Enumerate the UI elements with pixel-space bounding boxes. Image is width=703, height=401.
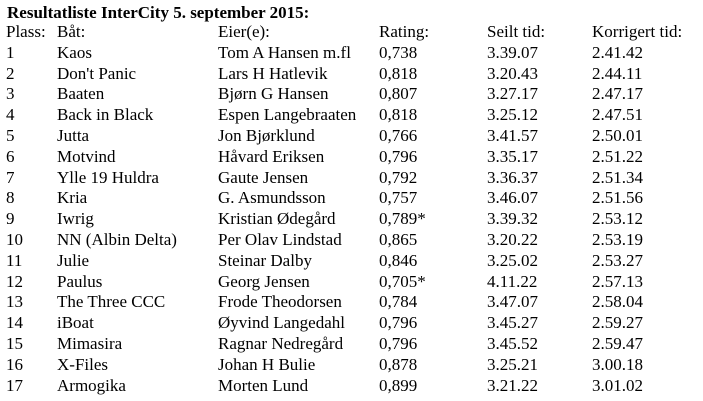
table-row — [0, 355, 703, 376]
cell-plass: 4 — [6, 105, 15, 125]
cell-baat: Paulus — [57, 271, 103, 291]
cell-korrigert-tid: 2.51.56 — [592, 188, 643, 208]
cell-korrigert-tid: 2.51.34 — [592, 167, 643, 187]
cell-korrigert-tid: 2.41.42 — [592, 42, 643, 62]
cell-plass: 14 — [6, 313, 23, 333]
cell-rating: 0,865 — [379, 229, 418, 249]
table-row — [0, 126, 703, 147]
cell-baat: Ylle 19 Huldra — [57, 167, 159, 187]
cell-eier: Steinar Dalby — [218, 250, 312, 270]
cell-eier: Tom A Hansen m.fl — [218, 42, 351, 62]
cell-korrigert-tid: 2.47.17 — [592, 84, 643, 104]
cell-seilt-tid: 3.27.17 — [487, 84, 538, 104]
cell-baat: X-Files — [57, 354, 108, 374]
cell-rating: 0,766 — [379, 125, 418, 145]
table-row — [0, 188, 703, 209]
cell-plass: 12 — [6, 271, 23, 291]
cell-baat: Baaten — [57, 84, 105, 104]
header-eier: Eier(e): — [218, 22, 270, 41]
table-row — [0, 334, 703, 355]
cell-eier: Johan H Bulie — [218, 354, 316, 374]
table-row — [0, 209, 703, 230]
cell-seilt-tid: 3.46.07 — [487, 188, 538, 208]
cell-seilt-tid: 3.36.37 — [487, 167, 538, 187]
cell-plass: 7 — [6, 167, 15, 187]
cell-korrigert-tid: 2.53.27 — [592, 250, 643, 270]
cell-rating: 0,789* — [379, 209, 426, 229]
cell-korrigert-tid: 2.51.22 — [592, 146, 643, 166]
cell-eier: Ragnar Nedregård — [218, 333, 344, 353]
page-title: Resultatliste InterCity 5. september 2015: — [7, 3, 310, 22]
cell-plass: 17 — [6, 375, 23, 395]
cell-korrigert-tid: 2.57.13 — [592, 271, 643, 291]
cell-eier: Georg Jensen — [218, 271, 310, 291]
cell-korrigert-tid: 2.53.12 — [592, 209, 643, 229]
table-row — [0, 64, 703, 85]
cell-seilt-tid: 3.25.02 — [487, 250, 538, 270]
cell-plass: 16 — [6, 354, 23, 374]
cell-baat: The Three CCC — [57, 292, 166, 312]
cell-baat: Iwrig — [57, 209, 94, 229]
cell-rating: 0,738 — [379, 42, 418, 62]
cell-seilt-tid: 3.20.22 — [487, 229, 538, 249]
cell-seilt-tid: 3.25.21 — [487, 354, 538, 374]
cell-seilt-tid: 4.11.22 — [487, 271, 538, 291]
cell-rating: 0,757 — [379, 188, 418, 208]
cell-seilt-tid: 3.21.22 — [487, 375, 538, 395]
cell-seilt-tid: 3.41.57 — [487, 125, 538, 145]
table-row — [0, 84, 703, 105]
cell-plass: 15 — [6, 333, 23, 353]
cell-baat: Kria — [57, 188, 88, 208]
header-korrigert-tid: Korrigert tid: — [592, 22, 683, 41]
cell-eier: Lars H Hatlevik — [218, 63, 328, 83]
cell-korrigert-tid: 3.01.02 — [592, 375, 643, 395]
cell-rating: 0,792 — [379, 167, 418, 187]
cell-plass: 5 — [6, 125, 15, 145]
header-plass: Plass: — [6, 22, 46, 41]
cell-eier: Gaute Jensen — [218, 167, 309, 187]
cell-korrigert-tid: 2.53.19 — [592, 229, 643, 249]
cell-plass: 9 — [6, 209, 15, 229]
table-row — [0, 272, 703, 293]
cell-seilt-tid: 3.39.32 — [487, 209, 538, 229]
cell-plass: 10 — [6, 229, 23, 249]
cell-seilt-tid: 3.20.43 — [487, 63, 538, 83]
cell-baat: Kaos — [57, 42, 92, 62]
cell-rating: 0,784 — [379, 292, 418, 312]
cell-korrigert-tid: 2.59.47 — [592, 333, 643, 353]
cell-baat: Armogika — [57, 375, 126, 395]
header-baat: Båt: — [57, 22, 86, 41]
cell-korrigert-tid: 2.44.11 — [592, 63, 643, 83]
cell-rating: 0,796 — [379, 146, 418, 166]
cell-baat: Back in Black — [57, 105, 154, 125]
cell-rating: 0,878 — [379, 354, 418, 374]
table-row — [0, 251, 703, 272]
table-row — [0, 376, 703, 397]
table-row — [0, 292, 703, 313]
table-header-row — [0, 22, 703, 43]
cell-rating: 0,846 — [379, 250, 418, 270]
cell-korrigert-tid: 3.00.18 — [592, 354, 643, 374]
cell-baat: Mimasira — [57, 333, 123, 353]
cell-seilt-tid: 3.45.52 — [487, 333, 538, 353]
cell-seilt-tid: 3.35.17 — [487, 146, 538, 166]
cell-seilt-tid: 3.39.07 — [487, 42, 538, 62]
cell-eier: Espen Langebraaten — [218, 105, 357, 125]
cell-eier: Øyvind Langedahl — [218, 313, 345, 333]
cell-seilt-tid: 3.47.07 — [487, 292, 538, 312]
header-seilt-tid: Seilt tid: — [487, 22, 546, 41]
cell-eier: Håvard Eriksen — [218, 146, 325, 166]
cell-rating: 0,705* — [379, 271, 426, 291]
cell-baat: iBoat — [57, 313, 94, 333]
cell-rating: 0,796 — [379, 313, 418, 333]
cell-seilt-tid: 3.45.27 — [487, 313, 538, 333]
cell-eier: Per Olav Lindstad — [218, 229, 342, 249]
cell-eier: Bjørn G Hansen — [218, 84, 329, 104]
cell-plass: 2 — [6, 63, 15, 83]
cell-eier: G. Asmundsson — [218, 188, 326, 208]
table-row — [0, 168, 703, 189]
cell-plass: 6 — [6, 146, 15, 166]
cell-baat: Julie — [57, 250, 90, 270]
cell-eier: Jon Bjørklund — [218, 125, 315, 145]
cell-plass: 11 — [6, 250, 23, 270]
cell-korrigert-tid: 2.47.51 — [592, 105, 643, 125]
results-table — [0, 22, 703, 396]
cell-plass: 8 — [6, 188, 15, 208]
cell-rating: 0,899 — [379, 375, 418, 395]
cell-baat: Motvind — [57, 146, 116, 166]
table-row — [0, 313, 703, 334]
cell-korrigert-tid: 2.50.01 — [592, 125, 643, 145]
cell-rating: 0,818 — [379, 105, 418, 125]
cell-eier: Morten Lund — [218, 375, 309, 395]
cell-baat: Don't Panic — [57, 63, 137, 83]
cell-eier: Frode Theodorsen — [218, 292, 342, 312]
table-row — [0, 43, 703, 64]
cell-rating: 0,807 — [379, 84, 418, 104]
cell-baat: Jutta — [57, 125, 90, 145]
cell-plass: 3 — [6, 84, 15, 104]
results-body — [0, 43, 703, 397]
cell-korrigert-tid: 2.59.27 — [592, 313, 643, 333]
table-row — [0, 105, 703, 126]
cell-eier: Kristian Ødegård — [218, 209, 336, 229]
table-row — [0, 147, 703, 168]
cell-rating: 0,796 — [379, 333, 418, 353]
cell-baat: NN (Albin Delta) — [57, 229, 177, 249]
table-row — [0, 230, 703, 251]
cell-plass: 1 — [6, 42, 15, 62]
cell-rating: 0,818 — [379, 63, 418, 83]
cell-korrigert-tid: 2.58.04 — [592, 292, 643, 312]
cell-plass: 13 — [6, 292, 23, 312]
cell-seilt-tid: 3.25.12 — [487, 105, 538, 125]
header-rating: Rating: — [379, 22, 430, 41]
